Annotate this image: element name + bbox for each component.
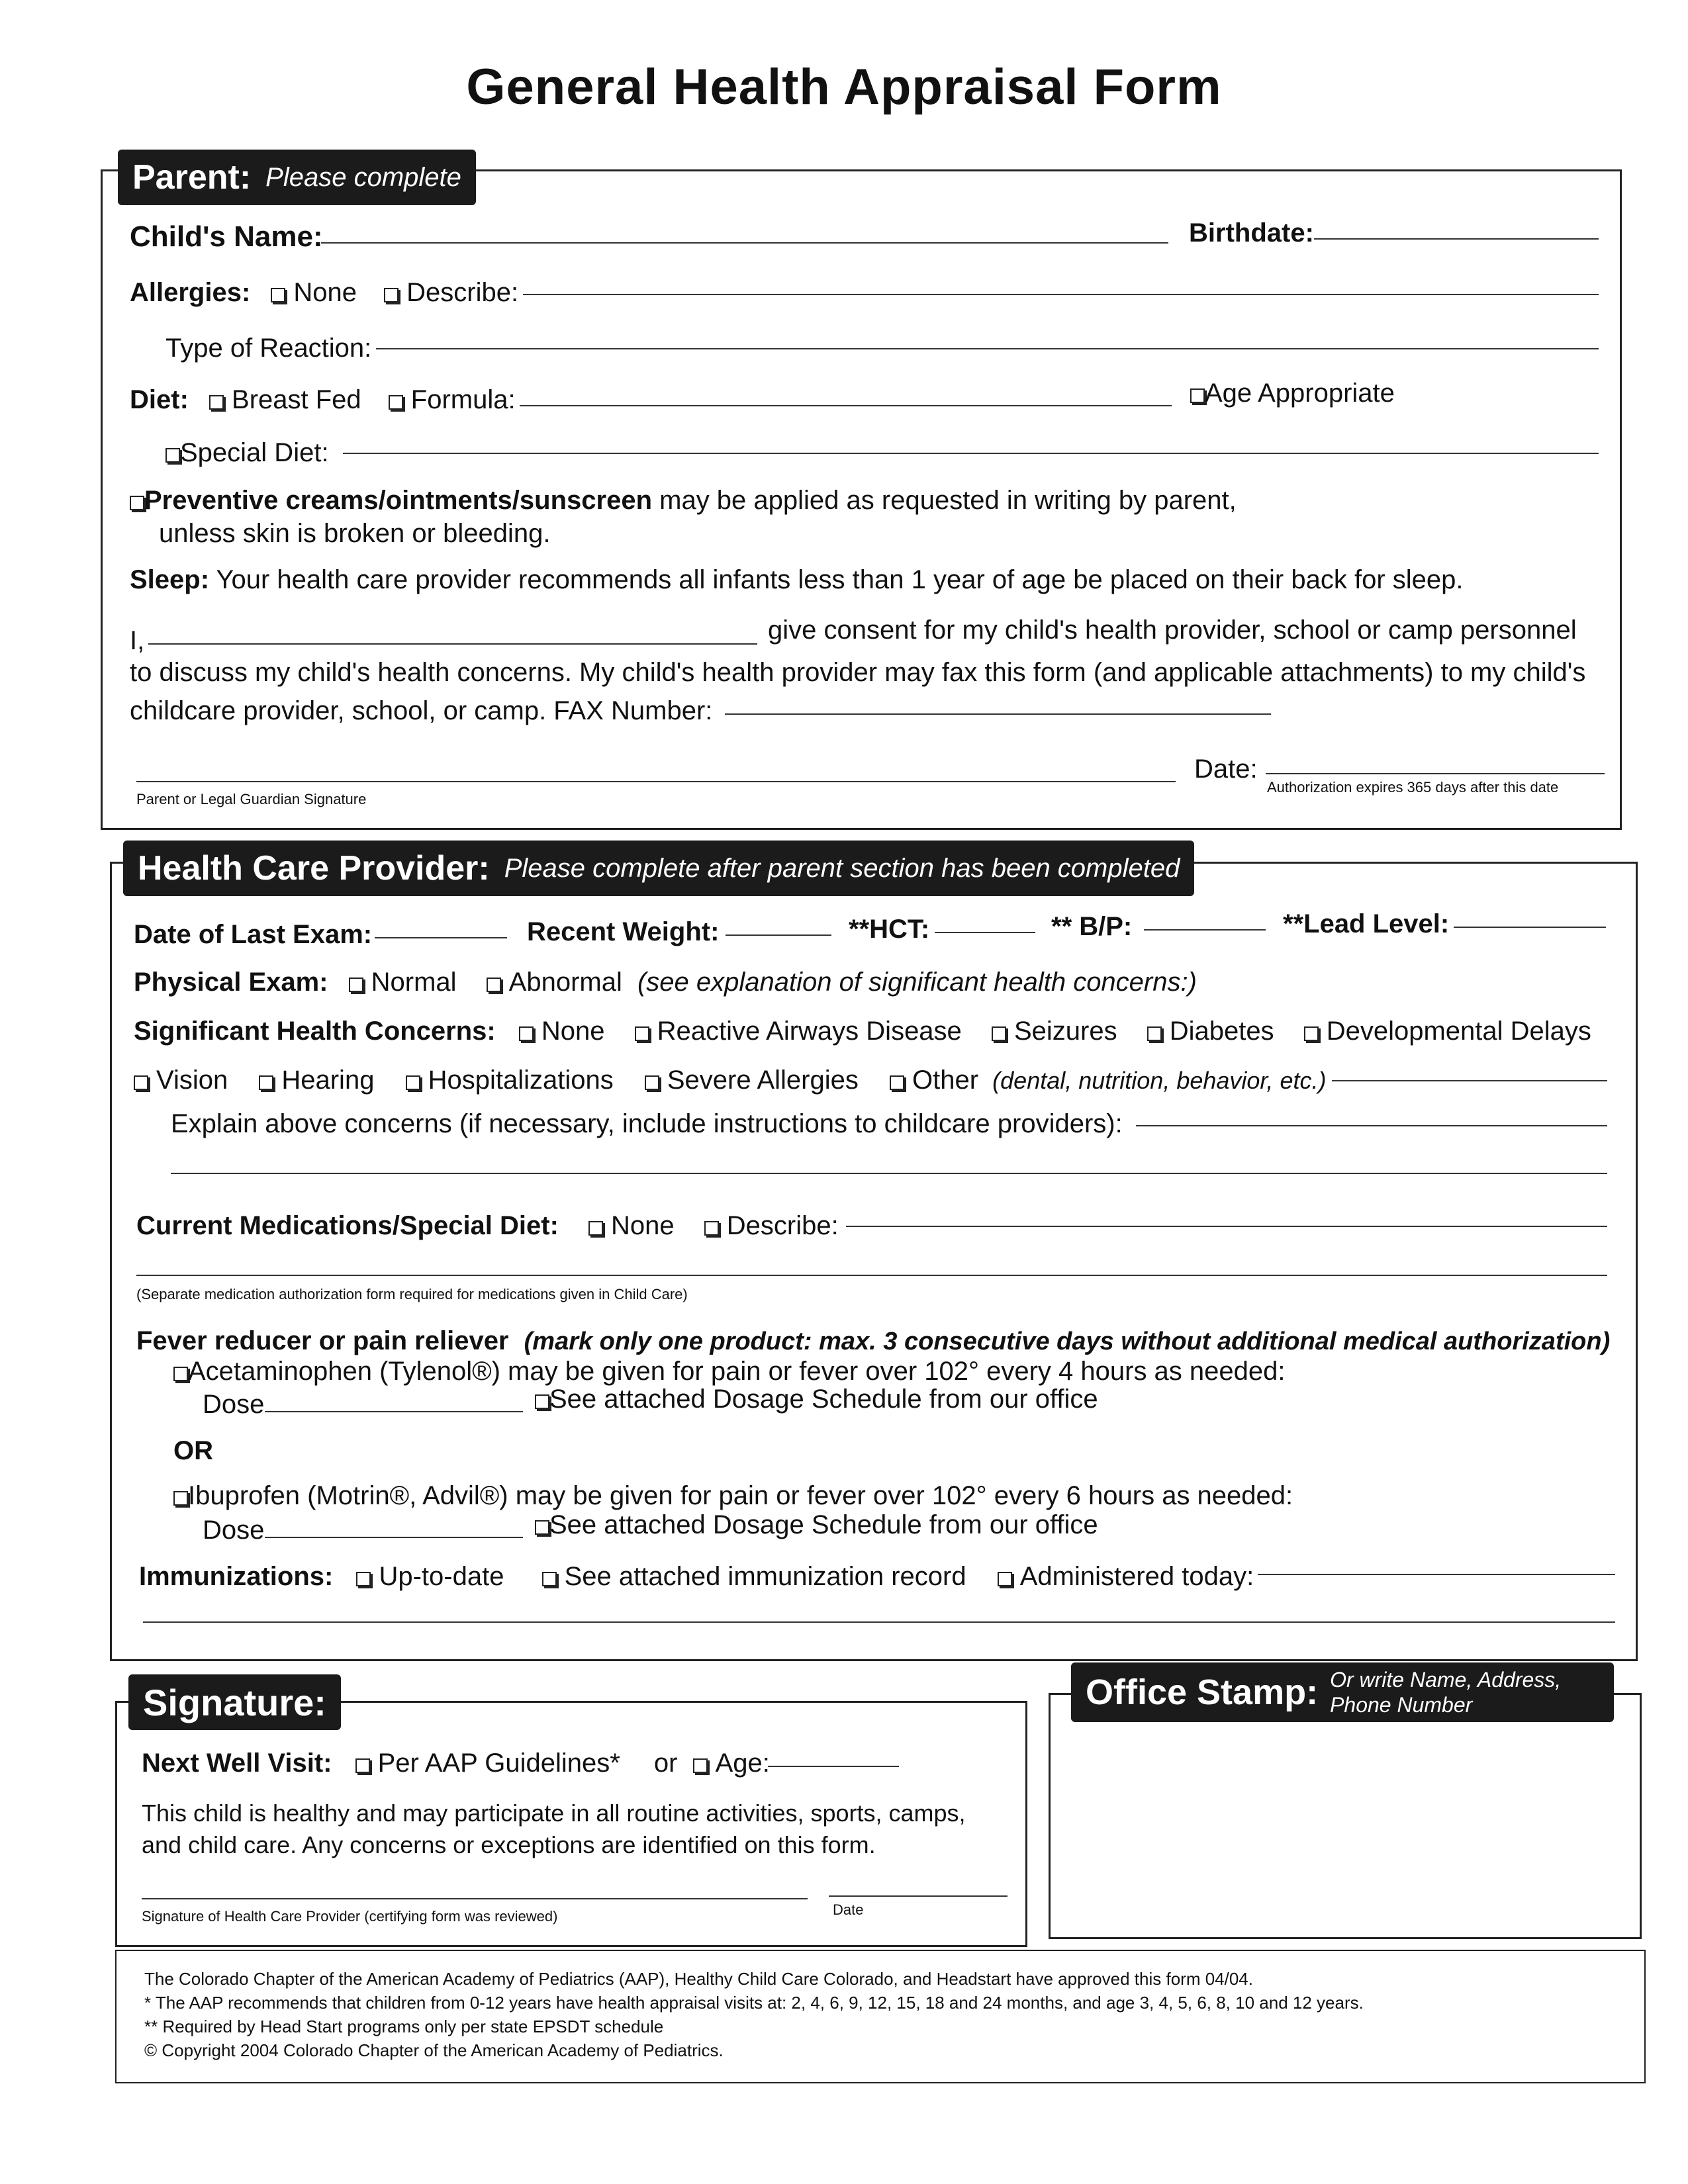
per-aap-option[interactable]: Per AAP Guidelines* [355, 1749, 620, 1778]
diet-label: Diet: [130, 385, 189, 414]
checkbox-icon[interactable] [635, 1026, 649, 1041]
signature-tab-label: Signature: [143, 1681, 326, 1723]
office-stamp-label: Office Stamp: [1086, 1672, 1319, 1712]
concern-airways-option[interactable]: Reactive Airways Disease [635, 1017, 962, 1046]
checkbox-icon[interactable] [1304, 1026, 1319, 1041]
next-visit-label: Next Well Visit: [142, 1749, 332, 1778]
explain-field-2[interactable] [171, 1173, 1607, 1174]
meds-none-option[interactable]: None [588, 1211, 675, 1240]
checkbox-icon[interactable] [535, 1394, 549, 1409]
consent-i: I, [130, 626, 145, 655]
explain-label: Explain above concerns (if necessary, include instructions to childcare providers): [171, 1109, 1123, 1138]
acetaminophen-option[interactable]: Acetaminophen (Tylenol®) may be given for pain or fever over 102° every 4 hours as needed: [173, 1355, 1286, 1387]
checkbox-icon[interactable] [173, 1367, 188, 1381]
hct-label: **HCT: [849, 915, 930, 944]
weight-label: Recent Weight: [527, 917, 720, 946]
concern-seizures-option[interactable]: Seizures [992, 1017, 1117, 1046]
healthy-line2: and child care. Any concerns or exceptions are identified on this form. [142, 1831, 876, 1858]
checkbox-icon[interactable] [406, 1075, 420, 1090]
concerns-row1 [134, 1015, 1591, 1047]
fax-field[interactable] [725, 713, 1271, 715]
meds-row [136, 1210, 839, 1242]
checkbox-icon[interactable] [1147, 1026, 1162, 1041]
footer-line4: © Copyright 2004 Colorado Chapter of the American Academy of Pediatrics. [144, 2040, 724, 2060]
meds-label: Current Medications/Special Diet: [136, 1211, 559, 1240]
parent-date-label: Date: [1194, 754, 1258, 784]
healthy-line1: This child is healthy and may participate in all routine activities, sports, camps, [142, 1799, 966, 1827]
allergies-describe-option[interactable]: Describe: [384, 278, 518, 307]
checkbox-icon[interactable] [134, 1075, 148, 1090]
sleep-text: Your health care provider recommends all infants less than 1 year of age be placed on their back for sleep. [209, 565, 1464, 594]
concern-severe-allergies-option[interactable]: Severe Allergies [645, 1066, 859, 1095]
administered-option[interactable]: Administered today: [998, 1562, 1254, 1591]
parent-signature-field[interactable] [136, 781, 1176, 782]
breast-fed-option[interactable]: Breast Fed [209, 385, 361, 414]
ibu-schedule-option[interactable]: See attached Dosage Schedule from our office [535, 1509, 1098, 1541]
checkbox-icon[interactable] [645, 1075, 659, 1090]
acet-dose-label: Dose [203, 1390, 265, 1419]
footer-line1: The Colorado Chapter of the American Academy of Pediatrics (AAP), Healthy Child Care Colorado, and Headstart have approved this form 04/04. [144, 1969, 1253, 1989]
office-stamp-sub1: Or write Name, Address, [1330, 1668, 1562, 1692]
sleep-label: Sleep: [130, 565, 210, 594]
checkbox-icon[interactable] [693, 1758, 708, 1773]
weight-field[interactable] [726, 934, 831, 936]
checkbox-icon[interactable] [165, 448, 180, 463]
concerns-row2 [134, 1064, 1326, 1097]
checkbox-icon[interactable] [542, 1572, 557, 1586]
meds-field-1[interactable] [846, 1226, 1607, 1227]
consent-line2: to discuss my child's health concerns. My child's health provider may fax this form (and applicable attachments) to my child's [130, 658, 1586, 687]
checkbox-icon[interactable] [992, 1026, 1006, 1041]
checkbox-icon[interactable] [384, 288, 399, 302]
administered-field[interactable] [1258, 1574, 1615, 1575]
ibuprofen-option[interactable]: Ibuprofen (Motrin®, Advil®) may be given for pain or fever over 102° every 6 hours as needed: [173, 1480, 1293, 1512]
physical-exam-row [134, 966, 1197, 998]
last-exam-field[interactable] [375, 937, 507, 938]
abnormal-note: (see explanation of significant health concerns:) [637, 968, 1197, 997]
fever-label: Fever reducer or pain reliever [136, 1326, 509, 1355]
footer-line2: * The AAP recommends that children from 0-12 years have health appraisal visits at: 2, 4, 6, 9, 12, 15, 18 and 24 months, and age 3, 4, 5, 6, 8, 10 and 12 years. [144, 1993, 1364, 2013]
checkbox-icon[interactable] [173, 1491, 188, 1506]
ibu-dose-field[interactable] [265, 1537, 523, 1538]
provider-date-caption: Date [833, 1901, 864, 1918]
concern-delays-option[interactable]: Developmental Delays [1304, 1017, 1591, 1046]
next-visit-row [142, 1747, 770, 1779]
parent-section-tab [118, 150, 476, 205]
meds-note: (Separate medication authorization form required for medications given in Child Care) [136, 1286, 688, 1302]
checkbox-icon[interactable] [704, 1221, 719, 1236]
checkbox-icon[interactable] [209, 395, 224, 410]
allergies-none-option[interactable]: None [271, 278, 357, 307]
concern-diabetes-option[interactable]: Diabetes [1147, 1017, 1274, 1046]
parent-tab-sub: Please complete [265, 162, 461, 192]
reaction-label: Type of Reaction: [165, 334, 372, 363]
checkbox-icon[interactable] [271, 288, 285, 302]
age-appropriate-option[interactable]: Age Appropriate [1190, 377, 1395, 409]
checkbox-icon[interactable] [890, 1075, 904, 1090]
consent-line3: childcare provider, school, or camp. FAX Number: [130, 696, 713, 725]
or-label: OR [173, 1436, 213, 1465]
preventive-row [130, 484, 1237, 516]
physical-exam-label: Physical Exam: [134, 968, 328, 997]
concern-vision-option[interactable]: Vision [134, 1066, 228, 1095]
preventive-checkbox-icon[interactable] [130, 496, 144, 510]
birthdate-field[interactable] [1314, 238, 1599, 240]
preventive-text: may be applied as requested in writing by parent, [652, 486, 1237, 515]
immunizations-label: Immunizations: [139, 1562, 334, 1591]
allergies-label: Allergies: [130, 278, 251, 307]
allergies-row [130, 277, 518, 308]
concern-none-option[interactable]: None [519, 1017, 605, 1046]
checkbox-icon[interactable] [355, 1758, 370, 1773]
signature-section-tab [128, 1674, 341, 1730]
provider-tab-label: Health Care Provider: [138, 849, 490, 887]
page-title: General Health Appraisal Form [466, 59, 1222, 115]
office-stamp-sub2: Phone Number [1330, 1693, 1473, 1717]
uptodate-option[interactable]: Up-to-date [356, 1562, 504, 1591]
checkbox-icon[interactable] [389, 395, 403, 410]
formula-option[interactable]: Formula: [389, 385, 516, 414]
parent-signature-caption: Parent or Legal Guardian Signature [136, 791, 367, 807]
checkbox-icon[interactable] [349, 978, 363, 992]
normal-option[interactable]: Normal [349, 968, 457, 997]
preventive-bold: Preventive creams/ointments/sunscreen [144, 486, 653, 515]
birthdate-label: Birthdate: [1189, 218, 1314, 248]
meds-field-2[interactable] [136, 1275, 1607, 1276]
preventive-line2: unless skin is broken or bleeding. [159, 519, 551, 548]
special-diet-field[interactable] [343, 453, 1599, 454]
checkbox-icon[interactable] [487, 978, 501, 992]
ibu-dose-label: Dose [203, 1516, 265, 1545]
next-visit-or: or [653, 1749, 678, 1778]
lead-field[interactable] [1454, 927, 1606, 928]
provider-signature-field[interactable] [142, 1898, 808, 1899]
provider-date-field[interactable] [829, 1895, 1008, 1897]
abnormal-option[interactable]: Abnormal [487, 968, 622, 997]
reaction-field[interactable] [376, 348, 1599, 349]
auth-expires-note: Authorization expires 365 days after this date [1267, 779, 1559, 796]
checkbox-icon[interactable] [588, 1221, 603, 1236]
checkbox-icon[interactable] [535, 1520, 549, 1535]
age-option[interactable]: Age: [693, 1749, 770, 1778]
sleep-row [130, 564, 1464, 596]
fever-row [136, 1325, 1610, 1357]
explain-field-1[interactable] [1136, 1125, 1607, 1126]
allergies-describe-field[interactable] [523, 294, 1599, 295]
fever-note: (mark only one product: max. 3 consecutive days without additional medical authorization) [524, 1328, 1611, 1355]
other-field[interactable] [1332, 1080, 1607, 1081]
checkbox-icon[interactable] [259, 1075, 273, 1090]
consent-text: give consent for my child's health provider, school or camp personnel [768, 615, 1577, 645]
checkbox-icon[interactable] [998, 1572, 1012, 1586]
bp-label: ** B/P: [1051, 912, 1133, 941]
meds-describe-option[interactable]: Describe: [704, 1211, 839, 1240]
provider-signature-caption: Signature of Health Care Provider (certifying form was reviewed) [142, 1908, 558, 1925]
office-stamp-section [1049, 1693, 1642, 1939]
lead-label: **Lead Level: [1283, 909, 1450, 938]
other-note: (dental, nutrition, behavior, etc.) [992, 1067, 1327, 1094]
see-record-option[interactable]: See attached immunization record [542, 1562, 966, 1591]
concerns-label: Significant Health Concerns: [134, 1017, 496, 1046]
provider-section-tab [123, 841, 1194, 896]
footer-line3: ** Required by Head Start programs only per state EPSDT schedule [144, 2017, 664, 2036]
concern-hospitalizations-option[interactable]: Hospitalizations [406, 1066, 614, 1095]
provider-tab-sub: Please complete after parent section has been completed [504, 853, 1180, 883]
office-stamp-sub [1330, 1667, 1561, 1717]
hct-field[interactable] [935, 932, 1035, 933]
acet-dose-field[interactable] [265, 1411, 523, 1412]
bp-field[interactable] [1144, 929, 1266, 931]
immunizations-field-2[interactable] [143, 1621, 1615, 1623]
parent-date-field[interactable] [1266, 773, 1605, 774]
child-name-label: Child's Name: [130, 220, 323, 253]
formula-field[interactable] [520, 405, 1172, 406]
concern-other-option[interactable]: Other [890, 1066, 978, 1095]
checkbox-icon[interactable] [356, 1572, 371, 1586]
acet-schedule-option[interactable]: See attached Dosage Schedule from our office [535, 1383, 1098, 1415]
child-name-field[interactable] [321, 242, 1168, 244]
concern-hearing-option[interactable]: Hearing [259, 1066, 374, 1095]
age-field[interactable] [768, 1766, 899, 1767]
special-diet-option[interactable]: Special Diet: [165, 437, 329, 469]
parent-tab-label: Parent: [132, 158, 252, 197]
immunizations-row [139, 1561, 1254, 1592]
consent-name-field[interactable] [148, 643, 757, 645]
checkbox-icon[interactable] [519, 1026, 534, 1041]
checkbox-icon[interactable] [1190, 388, 1205, 403]
office-stamp-tab [1071, 1662, 1614, 1722]
diet-row [130, 384, 516, 416]
last-exam-label: Date of Last Exam: [134, 920, 373, 949]
